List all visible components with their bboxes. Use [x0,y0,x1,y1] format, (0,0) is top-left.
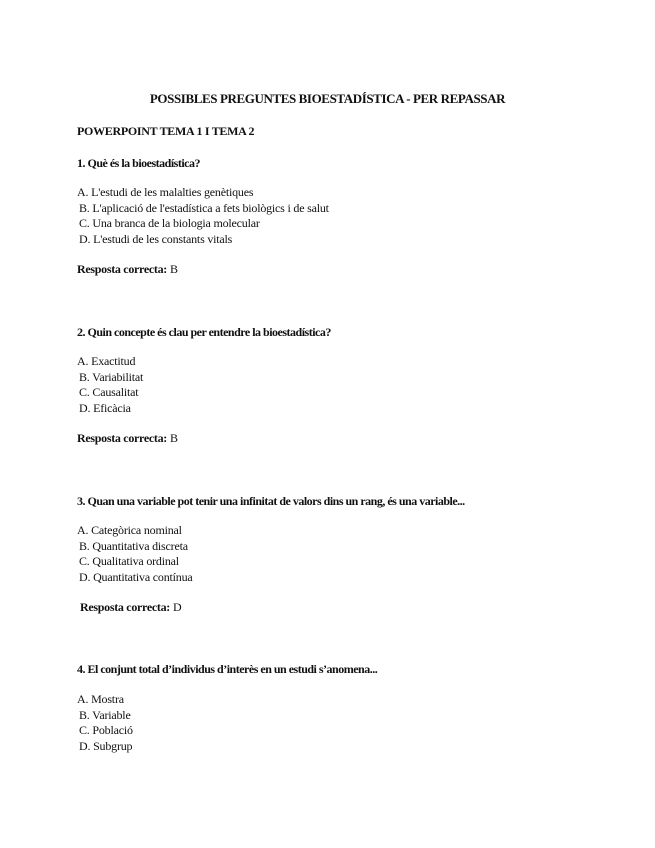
question-2-option-b: B. Variabilitat [79,370,144,384]
question-4-option-c: C. Població [79,723,133,737]
question-4: 4. El conjunt total d’individus d’interès en un estudi s’anomena... [77,662,378,676]
question-1-answer [77,262,178,277]
answer-label: Resposta correcta: [77,262,168,276]
question-4-option-b: B. Variable [79,708,131,722]
question-1-option-c: C. Una branca de la biologia molecular [79,216,260,230]
question-3-option-d: D. Quantitativa contínua [79,570,193,584]
question-1: 1. Què és la bioestadística? [77,156,200,170]
answer-value: B [170,262,179,276]
question-3-option-b: B. Quantitativa discreta [79,539,188,553]
answer-label: Resposta correcta: [80,600,171,614]
answer-label: Resposta correcta: [77,431,168,445]
question-2-option-c: C. Causalitat [79,385,139,399]
question-4-option-d: D. Subgrup [79,739,133,753]
question-2-option-d: D. Eficàcia [79,401,131,415]
page-title: POSSIBLES PREGUNTES BIOESTADÍSTICA - PER REPASSAR [149,91,506,106]
question-3-answer [80,600,182,615]
question-3: 3. Quan una variable pot tenir una infinitat de valors dins un rang, és una variable... [77,494,465,508]
question-4-option-a: A. Mostra [77,692,124,706]
question-3-option-a: A. Categòrica nominal [77,523,182,537]
section-heading: POWERPOINT TEMA 1 I TEMA 2 [77,124,255,138]
question-1-option-d: D. L'estudi de les constants vitals [79,232,233,246]
question-1-option-b: B. L'aplicació de l'estadística a fets biològics i de salut [79,201,329,215]
question-2-option-a: A. Exactitud [77,354,136,368]
answer-value: D [173,600,182,614]
question-2-answer [77,431,178,446]
question-2: 2. Quin concepte és clau per entendre la bioestadística? [77,325,331,339]
question-3-option-c: C. Qualitativa ordinal [79,554,179,568]
question-1-option-a: A. L'estudi de les malalties genètiques [77,185,254,199]
answer-value: B [170,431,179,445]
